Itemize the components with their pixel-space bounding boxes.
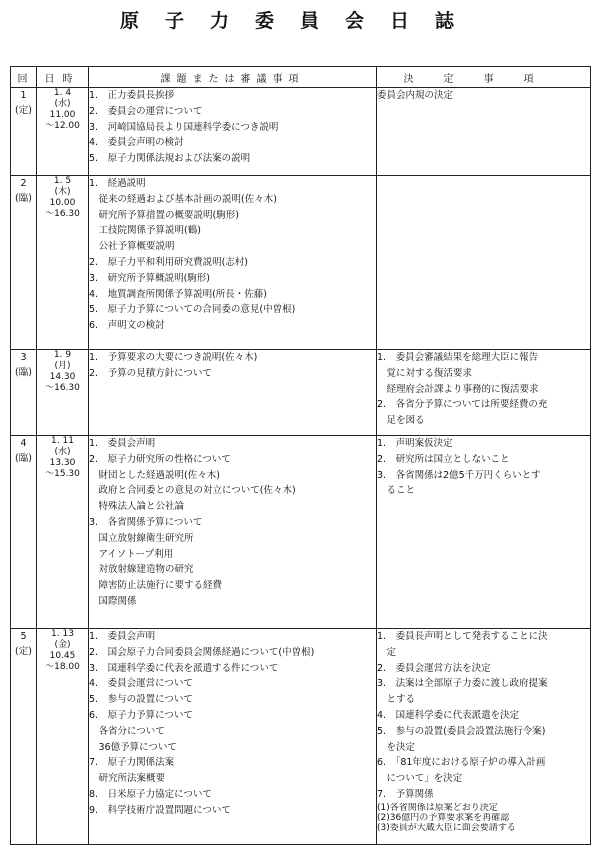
meeting-weekday: (月) [54, 361, 71, 371]
agenda-item: 4. 地質調査所関係予算説明(所長・佐藤) [89, 288, 267, 300]
decision-item: 2. 委員会運営方法を決定 [377, 662, 491, 674]
meeting-kind: (臨) [15, 453, 32, 464]
agenda-item: 1. 経過説明 [89, 178, 146, 189]
agenda-item: 2. 予算の見積方針について [89, 367, 212, 379]
decision-cell [377, 176, 591, 350]
decision-item: 委員会内規の決定 [377, 90, 454, 101]
meeting-weekday: (金) [54, 640, 71, 650]
decision-item: 覚に対する復活要求 [377, 367, 473, 379]
meeting-number-cell [11, 350, 37, 436]
meeting-date: 1. 4 [53, 88, 72, 98]
header-decision: 決定事項 [377, 67, 591, 88]
agenda-item: 3. 河崎国協局長より国連科学委につき説明 [89, 121, 279, 133]
agenda-cell [89, 176, 377, 350]
meeting-time-end: 〜15.30 [45, 469, 80, 479]
agenda-item: 8. 日米原子力協定について [89, 788, 212, 800]
meeting-datetime-cell [37, 88, 89, 176]
decision-item: について」を決定 [377, 773, 463, 785]
meeting-row [11, 629, 591, 845]
decision-item: とする [377, 694, 416, 706]
decision-cell [377, 88, 591, 176]
decision-item: ること [377, 485, 416, 497]
agenda-item: 2. 国会原子力合同委員会関係経過について(中曽根) [89, 646, 315, 658]
decision-item: 足を図る [377, 415, 425, 427]
meeting-time-end: 〜16.30 [45, 383, 80, 393]
decision-item: 1. 委員会審議結果を総理大臣に報告 [377, 352, 539, 363]
agenda-item: 障害防止法施行に要する経費 [89, 580, 223, 592]
agenda-item: 2. 原子力研究所の性格について [89, 453, 231, 465]
agenda-item: 1. 正力委員長挨拶 [89, 90, 175, 101]
agenda-item: 各省分について [89, 725, 165, 737]
meeting-kind: (定) [15, 646, 32, 657]
meeting-date: 1. 11 [51, 436, 74, 446]
meeting-time-start: 10.00 [49, 198, 76, 208]
agenda-item: 6. 原子力予算について [89, 709, 193, 721]
meeting-log-table [10, 66, 591, 845]
meeting-row [11, 350, 591, 436]
agenda-cell [89, 436, 377, 629]
decision-item: 1. 声明案仮決定 [377, 438, 453, 449]
decision-item: 6. 「81年度における原子炉の導入計画 [377, 757, 546, 769]
agenda-item: 特殊法人論と公社論 [89, 501, 185, 513]
agenda-item: 6. 声明文の検討 [89, 320, 165, 332]
meeting-time-start: 10.45 [49, 651, 76, 661]
meeting-weekday: (水) [54, 447, 71, 457]
agenda-cell [89, 88, 377, 176]
agenda-item: 5. 原子力予算についての合同委の意見(中曽根) [89, 304, 296, 316]
meeting-number-cell [11, 629, 37, 845]
decision-item: 7. 予算関係 [377, 788, 434, 800]
decision-item: 定 [377, 646, 397, 658]
meeting-number: 5 [20, 631, 27, 642]
agenda-item: 4. 委員会声明の検討 [89, 137, 184, 149]
decision-cell [377, 350, 591, 436]
meeting-kind: (臨) [15, 193, 32, 204]
agenda-item: 国立放射線衛生研究所 [89, 532, 194, 544]
meeting-weekday: (水) [54, 99, 71, 109]
decision-item: 経理府会計課より事務的に復活要求 [377, 383, 539, 395]
agenda-item: 7. 原子力関係法案 [89, 757, 175, 769]
meeting-time-end: 〜18.00 [45, 662, 80, 672]
meeting-row [11, 436, 591, 629]
agenda-item: 36億予算について [89, 741, 177, 753]
agenda-cell [89, 629, 377, 845]
decision-item: 4. 国連科学委に代表派遣を決定 [377, 709, 520, 721]
meeting-datetime-cell [37, 350, 89, 436]
meeting-row [11, 176, 591, 350]
meeting-time-start: 11.00 [49, 110, 76, 120]
agenda-item: 5. 参与の設置について [89, 694, 193, 706]
meeting-time-start: 13.30 [49, 458, 76, 468]
agenda-item: 3. 各省関係予算について [89, 516, 203, 528]
header-agenda: 課題または審議事項 [89, 67, 377, 88]
agenda-item: 政府と合同委との意見の対立について(佐々木) [89, 485, 296, 497]
agenda-item: 研究所予算措置の概要説明(駒形) [89, 209, 239, 221]
agenda-item: 2. 原子力平和利用研究費説明(志村) [89, 256, 248, 268]
meeting-kind: (定) [15, 105, 32, 116]
decision-item: 3. 法案は全部原子力委に渡し政府提案 [377, 678, 548, 690]
agenda-item: 9. 科学技術庁設置問題について [89, 804, 231, 816]
meeting-number-cell [11, 436, 37, 629]
meeting-number: 2 [20, 178, 27, 189]
page-title: 原子力委員会日誌 [119, 10, 480, 32]
decision-cell [377, 436, 591, 629]
agenda-item: 2. 委員会の運営について [89, 105, 203, 117]
meeting-row [11, 88, 591, 176]
meeting-datetime-cell [37, 176, 89, 350]
meeting-number: 1 [20, 90, 27, 101]
agenda-item: アイソトープ利用 [89, 548, 174, 560]
meeting-kind: (臨) [15, 367, 32, 378]
agenda-item: 3. 研究所予算概説明(駒形) [89, 272, 210, 284]
decision-cell [377, 629, 591, 845]
meeting-rows [11, 88, 591, 845]
agenda-item: 3. 国連科学委に代表を派遣する件について [89, 662, 279, 674]
meeting-number-cell [11, 176, 37, 350]
agenda-item: 公社予算概要説明 [89, 241, 175, 253]
meeting-number: 4 [20, 438, 27, 449]
meeting-date: 1. 13 [51, 629, 74, 639]
agenda-item: 工技院関係予算説明(鶴) [89, 225, 201, 237]
meeting-datetime-cell [37, 629, 89, 845]
decision-item: 5. 参与の設置(委員会設置法施行令案) [377, 725, 546, 737]
header-date: 日時 [37, 67, 89, 88]
agenda-item: 従来の経過および基本計画の説明(佐々木) [89, 193, 277, 205]
agenda-item: 国際関係 [89, 595, 137, 607]
agenda-cell [89, 350, 377, 436]
meeting-time-end: 〜16.30 [45, 209, 80, 219]
agenda-item: 1. 委員会声明 [89, 631, 156, 642]
agenda-item: 1. 予算要求の大要につき説明(佐々木) [89, 352, 258, 363]
agenda-item: 4. 委員会運営について [89, 678, 193, 690]
meeting-number-cell [11, 88, 37, 176]
meeting-weekday: (木) [54, 187, 71, 197]
decision-item: (3)委員が大蔵大臣に面会要請する [377, 822, 516, 833]
decision-item: 1. 委員長声明として発表することに決 [377, 631, 548, 642]
decision-item: を決定 [377, 741, 416, 753]
decision-item: 2. 各省分予算については所要経費の充 [377, 399, 548, 411]
meeting-date: 1. 5 [53, 176, 72, 186]
header-kai: 回 [11, 67, 37, 88]
decision-item: (1)各省関係は原案どおり決定 [377, 802, 498, 813]
agenda-item: 財団とした経過説明(佐々木) [89, 469, 220, 481]
agenda-item: 1. 委員会声明 [89, 438, 156, 449]
agenda-item: 対放射線建造物の研究 [89, 564, 194, 576]
meeting-time-start: 14.30 [49, 372, 76, 382]
meeting-time-end: 〜12.00 [45, 121, 80, 131]
agenda-item: 5. 原子力関係法規および法案の説明 [89, 153, 251, 165]
meeting-date: 1. 9 [53, 350, 72, 360]
agenda-item: 研究所法案概要 [89, 773, 166, 785]
meeting-datetime-cell [37, 436, 89, 629]
meeting-number: 3 [20, 352, 27, 363]
header-row [11, 67, 591, 88]
decision-item: 3. 各省関係は2億5千万円くらいとす [377, 469, 541, 481]
decision-item: (2)36億円の予算要求案を再確認 [377, 812, 510, 823]
decision-item: 2. 研究所は国立としないこと [377, 453, 510, 465]
